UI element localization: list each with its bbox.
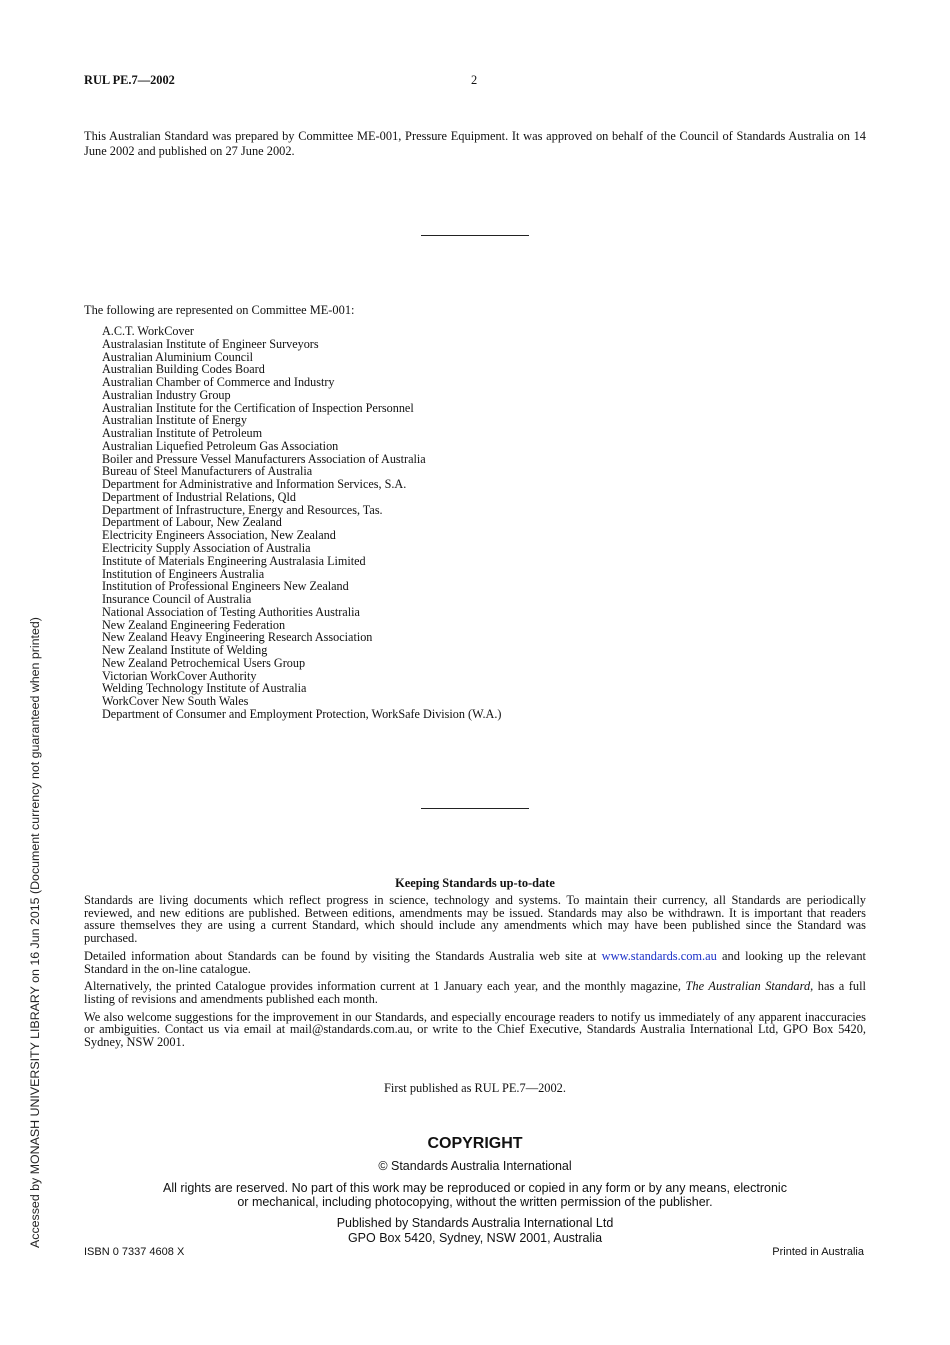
committee-member: Institution of Engineers Australia	[102, 566, 265, 581]
rights-line: or mechanical, including photocopying, without the written permission of the publisher.	[237, 1195, 713, 1209]
text: , has a full listing of revisions and amendments published each month.	[84, 979, 866, 1006]
printed-in: Printed in Australia	[772, 1246, 864, 1258]
isbn: ISBN 0 7337 4608 X	[84, 1246, 185, 1258]
committee-member: Australian Building Codes Board	[102, 362, 265, 377]
committee-member: New Zealand Engineering Federation	[102, 617, 286, 632]
committee-member: Department for Administrative and Information Services, S.A.	[102, 477, 407, 492]
text: Alternatively, the printed Catalogue provides information current at 1 January each year, and the monthly magazine,	[84, 979, 686, 994]
committee-member-list	[102, 325, 501, 721]
committee-member: Australian Institute for the Certification of Inspection Personnel	[102, 400, 414, 415]
copyright-title: COPYRIGHT	[427, 1135, 523, 1152]
committee-member: Bureau of Steel Manufacturers of Australia	[102, 464, 313, 479]
keeping-paragraph	[84, 980, 866, 1005]
standards-website-link[interactable]: www.standards.com.au	[601, 948, 717, 963]
text: and looking up the relevant Standard in the on-line catalogue.	[84, 948, 866, 976]
committee-member: Welding Technology Institute of Australia	[102, 681, 307, 696]
committee-member: Victorian WorkCover Authority	[102, 668, 257, 683]
committee-member: Electricity Engineers Association, New Zealand	[102, 528, 336, 543]
committee-member: New Zealand Petrochemical Users Group	[102, 655, 306, 670]
divider	[421, 235, 529, 236]
committee-member: Boiler and Pressure Vessel Manufacturers Association of Australia	[102, 451, 426, 466]
committee-member: Department of Infrastructure, Energy and Resources, Tas.	[102, 502, 383, 517]
committee-member: Australasian Institute of Engineer Surveyors	[102, 336, 319, 351]
committee-member: Electricity Supply Association of Australia	[102, 541, 311, 556]
publisher-line: Published by Standards Australia International Ltd	[336, 1216, 614, 1230]
keeping-standards-section	[84, 894, 866, 1054]
committee-member: Australian Chamber of Commerce and Industry	[102, 375, 335, 390]
copyright-holder: © Standards Australia International	[378, 1159, 572, 1173]
committee-member: Australian Liquefied Petroleum Gas Association	[102, 438, 339, 453]
committee-member: WorkCover New South Wales	[102, 694, 249, 709]
keeping-paragraph	[84, 950, 866, 975]
document-code: RUL PE.7—2002	[84, 73, 175, 87]
rights-line: All rights are reserved. No part of this work may be reproduced or copied in any form or by any means, electronic	[163, 1181, 787, 1195]
magazine-title: The Australian Standard	[685, 979, 811, 994]
committee-member: Insurance Council of Australia	[102, 592, 252, 607]
committee-member: Australian Industry Group	[102, 387, 231, 402]
committee-member: Australian Aluminium Council	[102, 349, 253, 364]
keeping-standards-title: Keeping Standards up-to-date	[395, 876, 555, 890]
keeping-paragraph: Standards are living documents which reflect progress in science, technology and systems. To maintain their currency, all Standards are periodically reviewed, and new editions are published. Between editions, amendments may be issued. Standards may also be withdrawn. It is important that readers assure themselves they are using a current Standard, which should include any amendments which may have been published since the Standard was purchased.	[84, 893, 866, 946]
page-number: 2	[471, 73, 478, 87]
committee-member: Institute of Materials Engineering Australasia Limited	[102, 553, 366, 568]
divider	[421, 808, 529, 809]
committee-member: Australian Institute of Petroleum	[102, 426, 263, 441]
committee-member: Australian Institute of Energy	[102, 413, 247, 428]
committee-heading: The following are represented on Committee ME-001:	[84, 303, 355, 317]
committee-member: New Zealand Heavy Engineering Research Association	[102, 630, 373, 645]
publisher-line: GPO Box 5420, Sydney, NSW 2001, Australia	[347, 1231, 603, 1245]
committee-member: National Association of Testing Authorities Australia	[102, 604, 360, 619]
keeping-paragraph: We also welcome suggestions for the improvement in our Standards, and especially encourage readers to notify us immediately of any apparent inaccuracies or ambiguities. Contact us via email at mail@standards.com.au, or write to the Chief Executive, Standards Australia International Ltd, GPO Box 5420, Sydney, NSW 2001.	[84, 1009, 866, 1050]
committee-member: A.C.T. WorkCover	[102, 324, 194, 338]
committee-member: Institution of Professional Engineers New Zealand	[102, 579, 349, 594]
committee-member: Department of Labour, New Zealand	[102, 515, 282, 530]
intro-paragraph: This Australian Standard was prepared by Committee ME-001, Pressure Equipment. It was approved on behalf of the Council of Standards Australia on 14 June 2002 and published on 27 June 2002.	[84, 129, 866, 158]
first-published: First published as RUL PE.7—2002.	[384, 1081, 566, 1095]
text: Detailed information about Standards can be found by visiting the Standards Australia web site at	[84, 948, 602, 963]
committee-member: New Zealand Institute of Welding	[102, 643, 268, 658]
committee-member: Department of Consumer and Employment Protection, WorkSafe Division (W.A.)	[102, 706, 502, 721]
access-watermark: Accessed by MONASH UNIVERSITY LIBRARY on 16 Jun 2015 (Document currency not guaranteed when printed)	[28, 617, 42, 1248]
committee-member: Department of Industrial Relations, Qld	[102, 489, 296, 504]
